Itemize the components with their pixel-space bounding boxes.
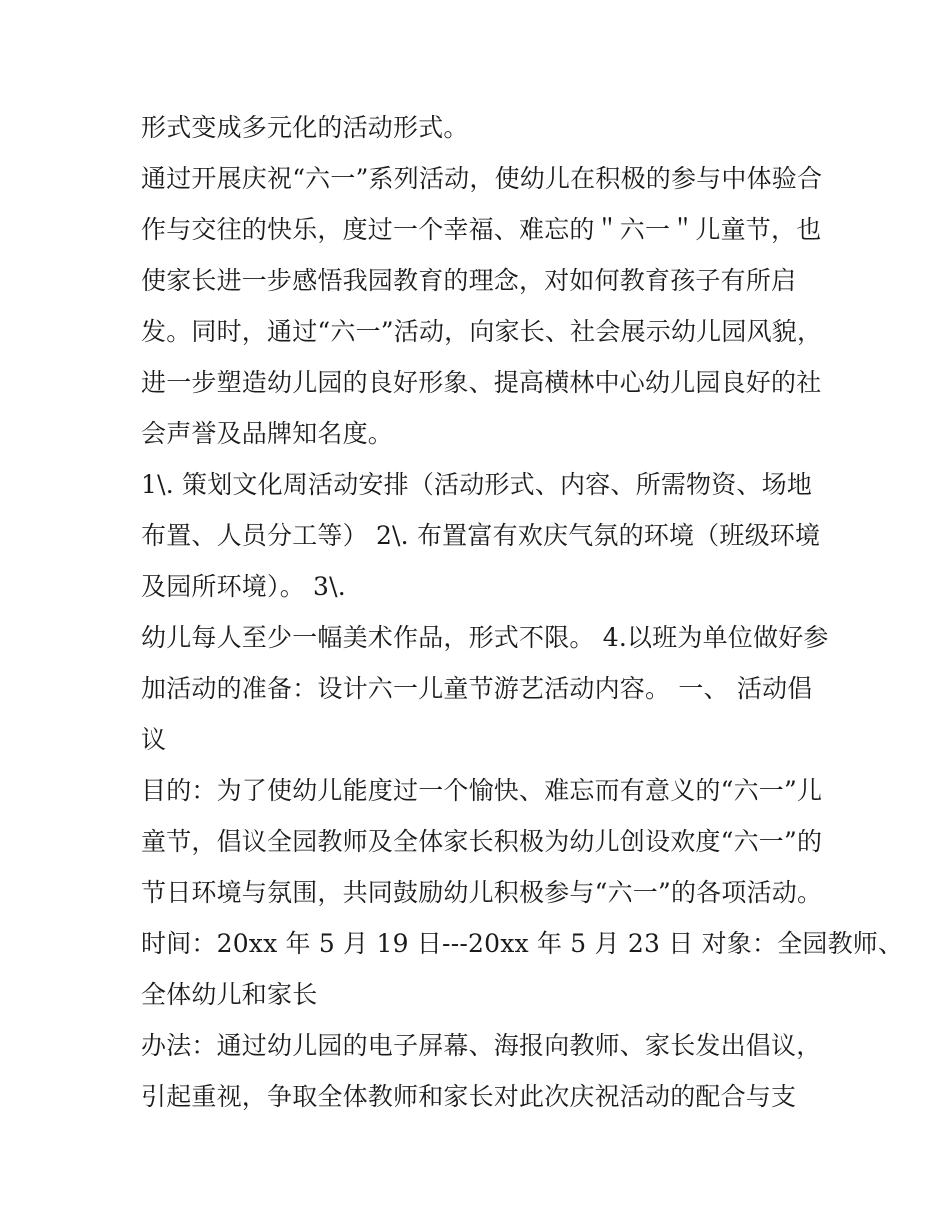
text-line: 会声誉及品牌知名度。 <box>141 419 394 448</box>
text-line: 全体幼儿和家长 <box>141 980 318 1009</box>
text-line: 形式变成多元化的活动形式。 <box>141 113 469 142</box>
text-line: 办法：通过幼儿园的电子屏幕、海报向教师、家长发出倡议， <box>141 1031 822 1060</box>
text-line: 通过开展庆祝“六一”系列活动，使幼儿在积极的参与中体验合 <box>141 164 823 193</box>
text-line: 目的：为了使幼儿能度过一个愉快、难忘而有意义的“六一”儿 <box>141 776 823 805</box>
text-line: 发。同时，通过“六一”活动，向家长、社会展示幼儿园风貌， <box>141 317 823 346</box>
text-line: 引起重视，争取全体教师和家长对此次庆祝活动的配合与支 <box>141 1082 797 1111</box>
text-line: 时间：20xx 年 5 月 19 日---20xx 年 5 月 23 日 对象：全园教师、 <box>141 929 904 958</box>
text-line: 1\. 策划文化周活动安排（活动形式、内容、所需物资、场地 <box>141 470 813 499</box>
text-line: 加活动的准备：设计六一儿童节游艺活动内容。 一、 活动倡 <box>141 674 813 703</box>
text-line: 节日环境与氛围，共同鼓励幼儿积极参与“六一”的各项活动。 <box>141 878 823 907</box>
text-line: 及园所环境）。 3\. <box>141 572 346 601</box>
text-line: 使家长进一步感悟我园教育的理念，对如何教育孩子有所启 <box>141 266 797 295</box>
text-line: 布置、人员分工等） 2\. 布置富有欢庆气氛的环境（班级环境 <box>141 521 821 550</box>
text-line: 童节，倡议全园教师及全体家长积极为幼儿创设欢度“六一”的 <box>141 827 823 856</box>
text-line: 议 <box>141 725 167 754</box>
text-line: 进一步塑造幼儿园的良好形象、提高横林中心幼儿园良好的社 <box>141 368 822 397</box>
text-line: 幼儿每人至少一幅美术作品，形式不限。 4.以班为单位做好参 <box>141 623 829 652</box>
text-line: 作与交往的快乐，度过一个幸福、难忘的＂六一＂儿童节，也 <box>141 215 822 244</box>
